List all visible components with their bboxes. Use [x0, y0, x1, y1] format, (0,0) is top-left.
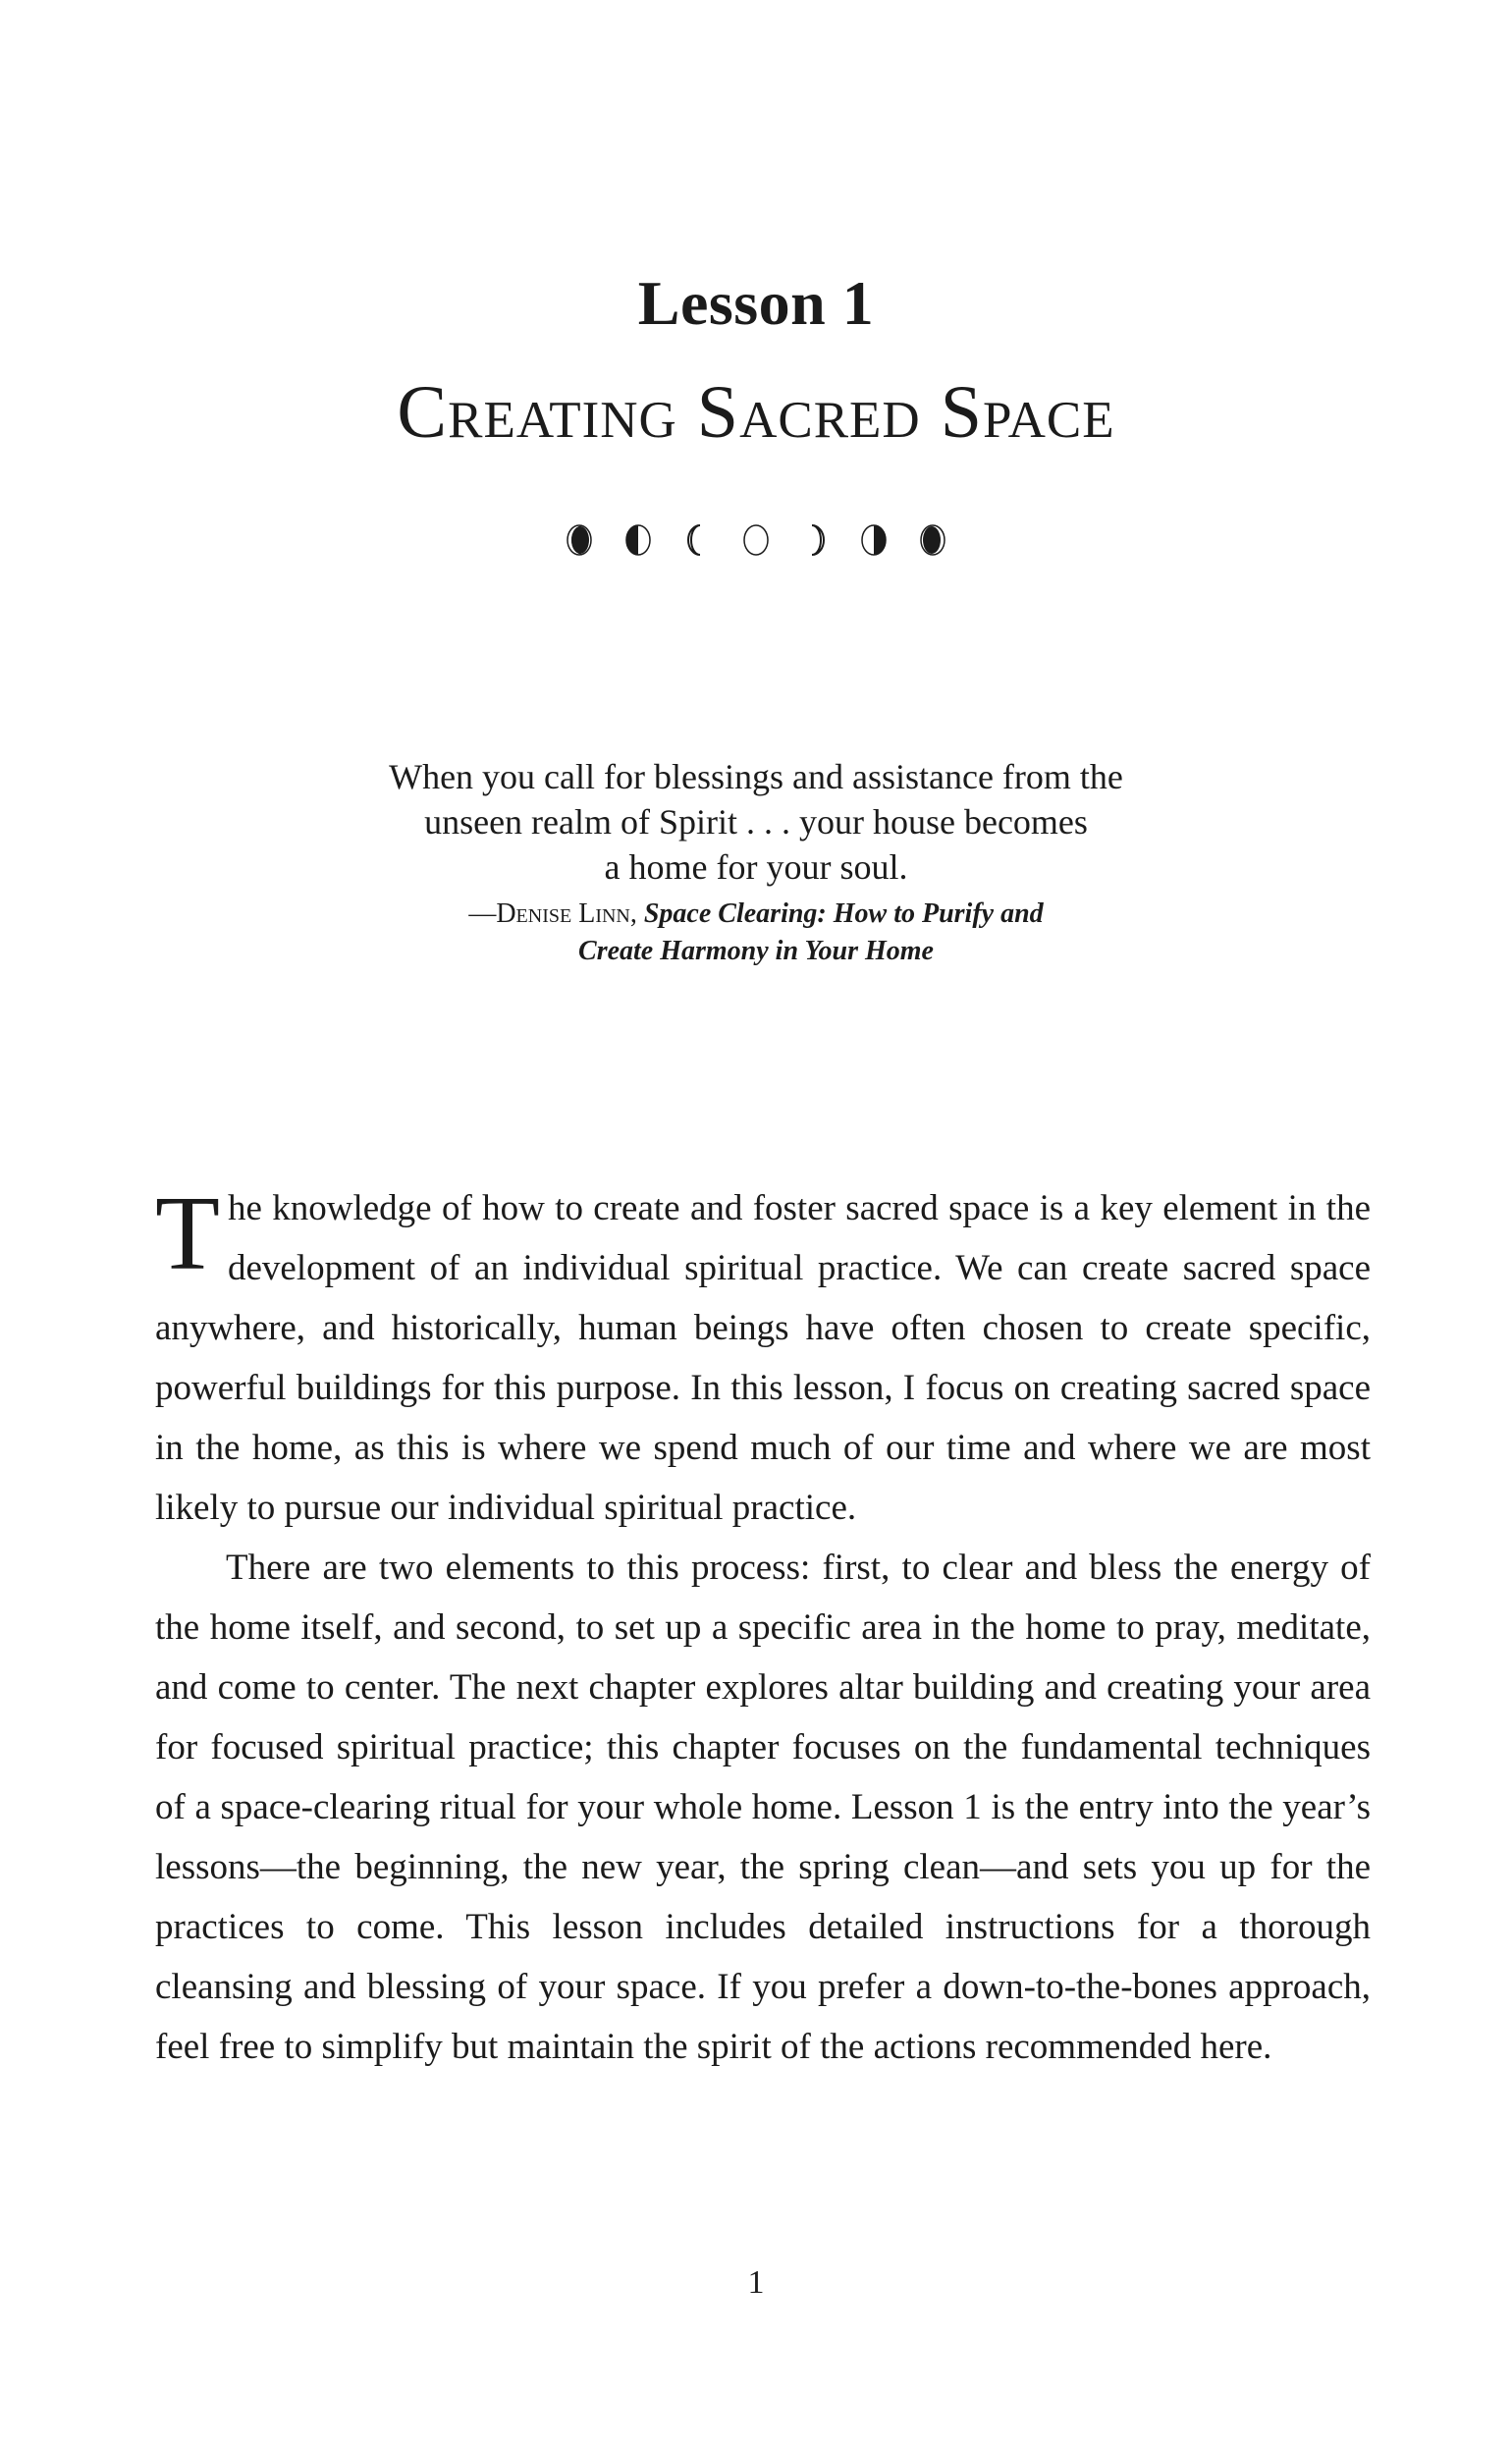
waning-gibbous-moon-icon: [563, 520, 596, 560]
epigraph-book-title-continued: Create Harmony in Your Home: [578, 936, 934, 966]
body-paragraph: [155, 1175, 1371, 1538]
waxing-crescent-moon-icon: [798, 520, 832, 560]
epigraph-book-title: Space Clearing: How to Purify and: [643, 898, 1044, 929]
first-quarter-moon-icon: [857, 520, 891, 560]
new-moon-icon: [739, 520, 773, 560]
drop-cap: T: [155, 1175, 220, 1292]
epigraph-line: unseen realm of Spirit . . . your house becomes: [424, 802, 1088, 842]
epigraph-line: When you call for blessings and assistance from the: [389, 757, 1123, 796]
page-number: 1: [747, 2264, 765, 2301]
last-quarter-moon-icon: [621, 520, 655, 560]
epigraph-line: a home for your soul.: [604, 847, 908, 887]
body-paragraph: There are two elements to this process: first, to clear and bless the energy of the home itself, and second, to set up a specific area in the home to pray, meditate, and come to center. The next chapter explores altar building and creating your area for focused spiritual practice; this chapter focuses on the fundamental techniques of a space-clearing ritual for your whole home. Lesson 1 is the entry into the year’s lessons—the beginning, the new year, the spring clean—and sets you up for the practices to come. This lesson includes detailed instructions for a thorough cleansing and blessing of your space. If you prefer a down-to-the-bones approach, feel free to simplify but maintain the spirit of the actions recommended here.: [155, 1548, 1371, 2067]
paragraph-text: he knowledge of how to create and foster sacred space is a key element in the development of an individual spiritual practice. We can create sacred space anywhere, and historically, human beings have often chosen to create specific, powerful buildings for this purpose. In this lesson, I focus on creating sacred space in the home, as this is where we spend much of our time and where we are most likely to pursue our individual spiritual practice.: [155, 1188, 1371, 1528]
waxing-gibbous-moon-icon: [916, 520, 949, 560]
attribution-separator: ,: [629, 898, 644, 929]
body-text: [155, 1175, 1371, 2077]
epigraph-attribution: [0, 896, 1512, 970]
attribution-dash: —: [468, 898, 497, 929]
epigraph-author: Denise Linn: [496, 898, 630, 929]
waning-crescent-moon-icon: [680, 520, 714, 560]
lesson-label: Lesson 1: [637, 268, 875, 338]
epigraph: [0, 754, 1512, 970]
moon-phase-ornament: [0, 520, 1512, 560]
chapter-title: Creating Sacred Space: [397, 371, 1115, 454]
